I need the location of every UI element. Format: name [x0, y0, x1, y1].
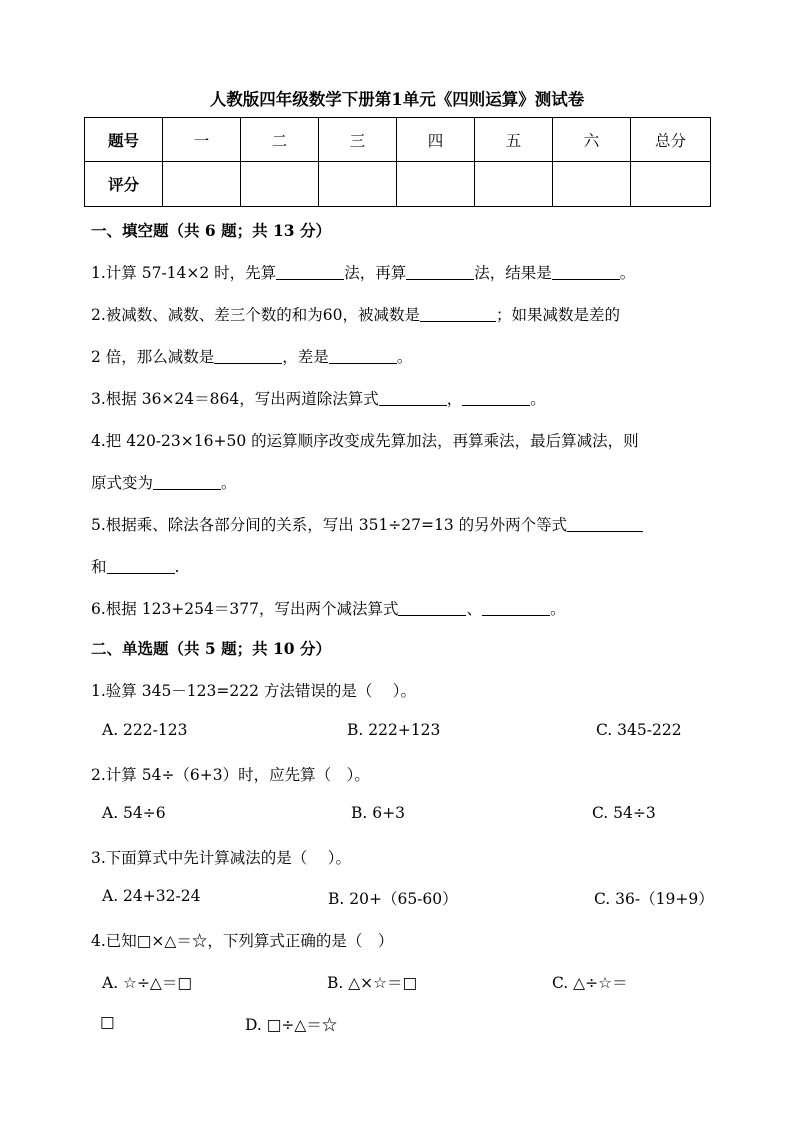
answer-blank[interactable]: [462, 390, 530, 407]
answer-blank[interactable]: [406, 264, 474, 281]
score-header-label: 题号: [85, 118, 163, 162]
answer-blank[interactable]: [329, 348, 397, 365]
score-table: [84, 117, 711, 207]
score-header-2: 二: [241, 118, 319, 162]
question-1-6: 6.根据 123+254＝377，写出两个减法算式 、 。: [91, 600, 566, 618]
score-header-3: 三: [319, 118, 397, 162]
question-1-4: 4.把 420-23×16+50 的运算顺序改变成先算加法，再算乘法，最后算减法，则: [91, 432, 639, 450]
option-a[interactable]: A. 54÷6: [102, 804, 166, 822]
score-header-4: 四: [397, 118, 475, 162]
question-1-2-cont: 2 倍，那么减数是 ，差是 。: [91, 348, 413, 366]
page-title: 人教版四年级数学下册第1单元《四则运算》测试卷: [209, 90, 585, 109]
option-b[interactable]: B. 6+3: [351, 804, 405, 822]
option-c[interactable]: C. △÷☆＝: [552, 974, 628, 992]
answer-blank[interactable]: [214, 348, 282, 365]
option-c[interactable]: C. 36-（19+9）: [594, 890, 714, 908]
answer-blank[interactable]: [153, 474, 221, 491]
score-header-total: 总分: [631, 118, 711, 162]
section1-heading: 一、填空题（共 6 题；共 13 分）: [91, 221, 331, 240]
answer-blank[interactable]: [379, 390, 447, 407]
score-cell-2[interactable]: [241, 162, 319, 207]
answer-blank[interactable]: [552, 264, 620, 281]
question-1-1: 1.计算 57-14×2 时，先算 法，再算 法，结果是 。: [91, 264, 636, 282]
question-2-2: 2.计算 54÷（6+3）时，应先算（ ）。: [91, 766, 370, 784]
question-1-2: 2.被减数、减数、差三个数的和为60，被减数是 ；如果减数是差的: [91, 306, 621, 324]
score-header-5: 五: [475, 118, 553, 162]
option-a[interactable]: A. 24+32-24: [102, 887, 201, 905]
option-a[interactable]: A. ☆÷△＝□: [102, 974, 192, 992]
answer-blank[interactable]: [398, 600, 466, 617]
score-row-label: 评分: [85, 162, 163, 207]
option-b[interactable]: B. 20+（65-60）: [328, 890, 458, 908]
question-1-3: 3.根据 36×24＝864，写出两道除法算式 ， 。: [91, 390, 546, 408]
question-1-4-cont: 原式变为 。: [91, 474, 237, 492]
score-cell-1[interactable]: [163, 162, 241, 207]
answer-blank[interactable]: [107, 558, 175, 575]
score-cell-total[interactable]: [631, 162, 711, 207]
score-cell-5[interactable]: [475, 162, 553, 207]
question-2-4: 4.已知□×△＝☆，下列算式正确的是（ ）: [91, 932, 394, 950]
option-b[interactable]: B. 222+123: [347, 721, 441, 739]
answer-blank[interactable]: [276, 264, 344, 281]
score-cell-6[interactable]: [553, 162, 631, 207]
answer-blank[interactable]: [482, 600, 550, 617]
option-c-cont: □: [100, 1013, 115, 1031]
option-d[interactable]: D. □÷△＝☆: [245, 1016, 338, 1034]
option-a[interactable]: A. 222-123: [102, 721, 188, 739]
question-1-5-cont: 和 .: [91, 558, 180, 576]
option-c[interactable]: C. 54÷3: [592, 804, 656, 822]
score-header-6: 六: [553, 118, 631, 162]
question-2-3: 3.下面算式中先计算减法的是（ ）。: [91, 849, 351, 867]
score-cell-4[interactable]: [397, 162, 475, 207]
section2-heading: 二、单选题（共 5 题；共 10 分）: [91, 639, 331, 658]
option-c[interactable]: C. 345-222: [596, 721, 682, 739]
answer-blank[interactable]: [567, 516, 643, 533]
answer-blank[interactable]: [420, 306, 496, 323]
score-cell-3[interactable]: [319, 162, 397, 207]
question-2-1: 1.验算 345－123=222 方法错误的是（ ）。: [91, 682, 417, 700]
option-b[interactable]: B. △×☆＝□: [327, 974, 418, 992]
question-1-5: 5.根据乘、除法各部分间的关系，写出 351÷27=13 的另外两个等式: [91, 513, 643, 535]
score-header-1: 一: [163, 118, 241, 162]
